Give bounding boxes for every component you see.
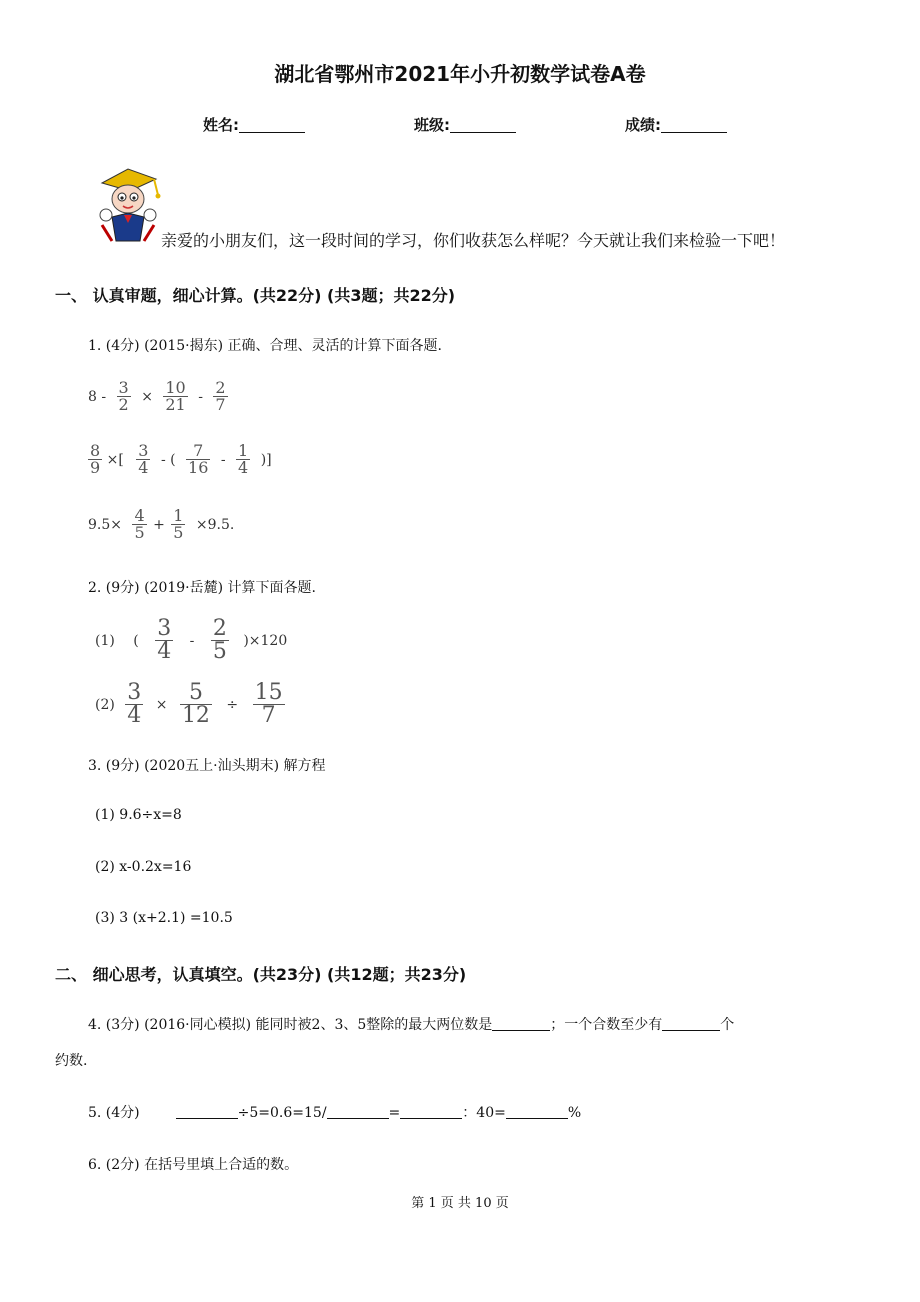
page-title: 湖北省鄂州市2021年小升初数学试卷A卷 bbox=[274, 62, 646, 86]
fraction: $\frac{7}{16}$ bbox=[188, 441, 209, 477]
operator: ×[ bbox=[106, 451, 124, 468]
question-4-line-2: 约数. bbox=[55, 1053, 88, 1069]
class-blank[interactable] bbox=[450, 116, 516, 133]
tail-expr: )×120 bbox=[243, 632, 288, 649]
operator: - bbox=[189, 632, 195, 649]
question-6-text: 6. (2分) 在括号里填上合适的数。 bbox=[88, 1157, 299, 1173]
q5-label: 5. (4分) bbox=[88, 1105, 140, 1121]
q1-expression-1 bbox=[88, 380, 228, 413]
section1-heading: 一、 认真审题，细心计算。(共22分) (共3题；共22分) bbox=[55, 286, 456, 305]
q3-item-1: (1) 9.6÷x=8 bbox=[95, 807, 182, 823]
score-label: 成绩: bbox=[625, 116, 661, 134]
section2-heading: 二、 细心思考，认真填空。(共23分) (共12题；共23分) bbox=[55, 965, 467, 984]
q5-text-c: = bbox=[388, 1105, 401, 1121]
question-3-text: 3. (9分) (2020五上·汕头期末) 解方程 bbox=[88, 758, 326, 774]
operator: )] bbox=[260, 451, 272, 468]
page-footer: 第 1 页 共 10 页 bbox=[411, 1196, 509, 1211]
q4-blank-1[interactable] bbox=[492, 1016, 550, 1031]
expr3-lead: 9.5× bbox=[88, 516, 122, 533]
fraction: $\frac{5}{12}$ bbox=[181, 680, 210, 728]
fraction: $\frac{15}{7}$ bbox=[254, 680, 283, 728]
q4-text-a: 4. (3分) (2016·同心模拟) 能同时被2、3、5整除的最大两位数是 bbox=[88, 1017, 493, 1033]
greeting-text: 亲爱的小朋友们，这一段时间的学习，你们收获怎么样呢？今天就让我们来检验一下吧！ bbox=[161, 231, 786, 250]
question-5 bbox=[88, 1102, 581, 1122]
name-field bbox=[203, 114, 305, 135]
operator: + bbox=[153, 516, 165, 533]
operator: - bbox=[220, 451, 226, 468]
fraction: $\frac{10}{21}$ bbox=[165, 378, 186, 414]
q1-expression-3 bbox=[88, 508, 240, 541]
fraction: $\frac{3}{4}$ bbox=[157, 616, 172, 664]
scholar-mascot-icon bbox=[92, 165, 164, 245]
fraction: $\frac{1}{4}$ bbox=[238, 441, 249, 477]
q5-blank-3[interactable] bbox=[400, 1104, 462, 1119]
q4-blank-2[interactable] bbox=[662, 1016, 720, 1031]
q5-blank-2[interactable] bbox=[327, 1104, 389, 1119]
sub-label: (2) bbox=[95, 696, 115, 713]
operator: - ( bbox=[160, 451, 176, 468]
fraction: $\frac{4}{5}$ bbox=[134, 506, 145, 542]
class-field bbox=[414, 114, 516, 135]
name-label: 姓名: bbox=[203, 116, 239, 134]
q2-sub-2 bbox=[95, 682, 285, 727]
fraction: $\frac{3}{4}$ bbox=[127, 680, 142, 728]
class-label: 班级: bbox=[414, 116, 450, 134]
q2-sub-1 bbox=[95, 618, 293, 663]
operator: ×9.5. bbox=[195, 516, 235, 533]
question-1-text: 1. (4分) (2015·揭东) 正确、合理、灵活的计算下面各题. bbox=[88, 338, 442, 354]
fraction: $\frac{3}{2}$ bbox=[118, 378, 129, 414]
q3-item-2: (2) x-0.2x=16 bbox=[95, 859, 192, 875]
q5-text-d: ：40= bbox=[462, 1105, 506, 1121]
question-2-text: 2. (9分) (2019·岳麓) 计算下面各题. bbox=[88, 580, 316, 596]
q5-blank-1[interactable] bbox=[176, 1104, 238, 1119]
q4-text-c: 个 bbox=[720, 1017, 735, 1033]
fraction: $\frac{2}{5}$ bbox=[212, 616, 227, 664]
operator: - bbox=[198, 388, 203, 405]
score-field bbox=[625, 114, 727, 135]
fraction: $\frac{2}{7}$ bbox=[215, 378, 226, 414]
q3-item-3: (3) 3 (x+2.1) =10.5 bbox=[95, 910, 233, 926]
operator: × bbox=[141, 388, 153, 405]
q5-text-e: % bbox=[567, 1105, 582, 1121]
expr1-lead: 8 - bbox=[88, 388, 107, 405]
name-blank[interactable] bbox=[239, 116, 305, 133]
q4-text-b: ；一个合数至少有 bbox=[550, 1017, 663, 1033]
paren-open: ( bbox=[133, 632, 139, 649]
operator: × bbox=[155, 696, 168, 713]
fraction: $\frac{3}{4}$ bbox=[138, 441, 149, 477]
question-4-line-1 bbox=[88, 1014, 734, 1034]
fraction: $\frac{1}{5}$ bbox=[173, 506, 184, 542]
fraction: $\frac{8}{9}$ bbox=[90, 441, 101, 477]
score-blank[interactable] bbox=[661, 116, 727, 133]
q5-text-b: ÷5=0.6=15/ bbox=[237, 1105, 327, 1121]
sub-label: (1) bbox=[95, 632, 115, 649]
q1-expression-2 bbox=[88, 443, 278, 476]
operator: ÷ bbox=[226, 696, 239, 713]
q5-blank-4[interactable] bbox=[506, 1104, 568, 1119]
